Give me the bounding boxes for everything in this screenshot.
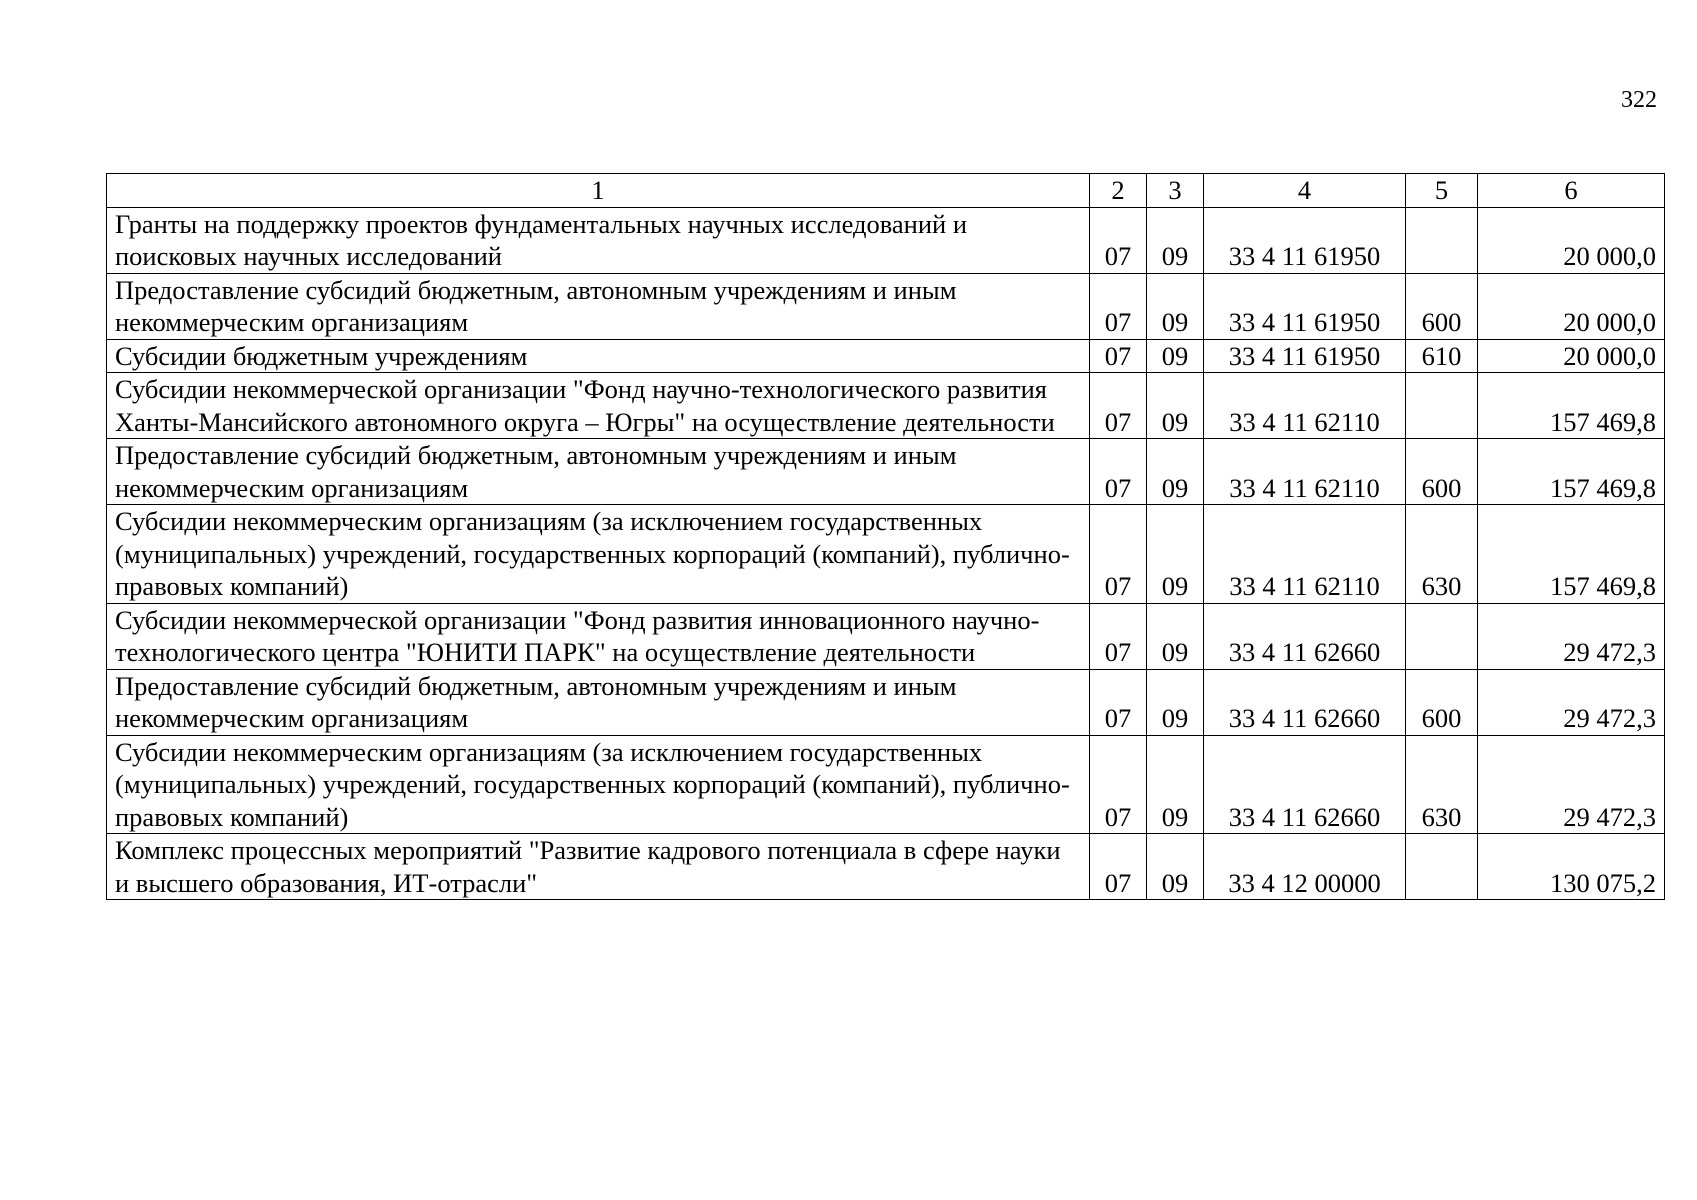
row-expense-type: 610: [1406, 339, 1478, 373]
row-name: Предоставление субсидий бюджетным, автономным учреждениям и иным некоммерческим организациям: [107, 273, 1090, 339]
row-section: 07: [1090, 505, 1147, 604]
row-section: 07: [1090, 339, 1147, 373]
row-amount: 29 472,3: [1478, 735, 1665, 834]
table-row: [107, 339, 1665, 373]
row-name: Комплекс процессных мероприятий "Развитие кадрового потенциала в сфере науки и высшего образования, ИТ-отрасли": [107, 834, 1090, 900]
row-section: 07: [1090, 273, 1147, 339]
row-amount: 130 075,2: [1478, 834, 1665, 900]
row-expense-type: 630: [1406, 735, 1478, 834]
row-amount: 20 000,0: [1478, 207, 1665, 273]
table-row: [107, 669, 1665, 735]
row-expense-type: 600: [1406, 669, 1478, 735]
row-subsection: 09: [1147, 207, 1204, 273]
row-amount: 157 469,8: [1478, 505, 1665, 604]
row-target-code: 33 4 11 62660: [1204, 603, 1406, 669]
row-expense-type: 630: [1406, 505, 1478, 604]
row-name: Субсидии некоммерческой организации "Фонд научно-технологического развития Ханты-Мансийского автономного округа – Югры" на осуществление деятельности: [107, 373, 1090, 439]
row-expense-type: 600: [1406, 439, 1478, 505]
row-subsection: 09: [1147, 834, 1204, 900]
row-name: Субсидии некоммерческим организациям (за исключением государственных (муниципальных) учреждений, государственных корпораций (компаний), публично-правовых компаний): [107, 735, 1090, 834]
row-name: Субсидии некоммерческой организации "Фонд развития инновационного научно-технологического центра "ЮНИТИ ПАРК" на осуществление деятельности: [107, 603, 1090, 669]
row-section: 07: [1090, 669, 1147, 735]
row-name: Предоставление субсидий бюджетным, автономным учреждениям и иным некоммерческим организациям: [107, 439, 1090, 505]
page-number: 322: [1621, 87, 1657, 113]
row-subsection: 09: [1147, 735, 1204, 834]
row-amount: 20 000,0: [1478, 273, 1665, 339]
row-target-code: 33 4 12 00000: [1204, 834, 1406, 900]
row-section: 07: [1090, 735, 1147, 834]
row-subsection: 09: [1147, 273, 1204, 339]
row-name: Предоставление субсидий бюджетным, автономным учреждениям и иным некоммерческим организациям: [107, 669, 1090, 735]
row-section: 07: [1090, 603, 1147, 669]
table-row: [107, 207, 1665, 273]
row-expense-type: [1406, 834, 1478, 900]
row-subsection: 09: [1147, 339, 1204, 373]
row-expense-type: [1406, 373, 1478, 439]
row-name: Гранты на поддержку проектов фундаментальных научных исследований и поисковых научных исследований: [107, 207, 1090, 273]
row-target-code: 33 4 11 62110: [1204, 373, 1406, 439]
table-row: [107, 373, 1665, 439]
column-header: 6: [1478, 174, 1665, 208]
row-target-code: 33 4 11 61950: [1204, 207, 1406, 273]
table-row: [107, 603, 1665, 669]
row-expense-type: [1406, 207, 1478, 273]
row-amount: 20 000,0: [1478, 339, 1665, 373]
row-amount: 157 469,8: [1478, 439, 1665, 505]
row-subsection: 09: [1147, 505, 1204, 604]
row-target-code: 33 4 11 62660: [1204, 735, 1406, 834]
row-section: 07: [1090, 834, 1147, 900]
row-subsection: 09: [1147, 603, 1204, 669]
row-target-code: 33 4 11 62660: [1204, 669, 1406, 735]
row-amount: 29 472,3: [1478, 603, 1665, 669]
table-row: [107, 439, 1665, 505]
header-row: [107, 174, 1665, 208]
row-target-code: 33 4 11 62110: [1204, 505, 1406, 604]
row-section: 07: [1090, 207, 1147, 273]
column-header: 2: [1090, 174, 1147, 208]
row-amount: 29 472,3: [1478, 669, 1665, 735]
table-row: [107, 505, 1665, 604]
row-subsection: 09: [1147, 669, 1204, 735]
row-subsection: 09: [1147, 439, 1204, 505]
budget-table: [106, 173, 1665, 900]
column-header: 4: [1204, 174, 1406, 208]
row-name: Субсидии бюджетным учреждениям: [107, 339, 1090, 373]
row-expense-type: 600: [1406, 273, 1478, 339]
row-amount: 157 469,8: [1478, 373, 1665, 439]
table-row: [107, 735, 1665, 834]
table-row: [107, 273, 1665, 339]
row-target-code: 33 4 11 61950: [1204, 273, 1406, 339]
row-target-code: 33 4 11 61950: [1204, 339, 1406, 373]
row-target-code: 33 4 11 62110: [1204, 439, 1406, 505]
column-header: 5: [1406, 174, 1478, 208]
row-name: Субсидии некоммерческим организациям (за исключением государственных (муниципальных) учреждений, государственных корпораций (компаний), публично-правовых компаний): [107, 505, 1090, 604]
column-header: 3: [1147, 174, 1204, 208]
table-row: [107, 834, 1665, 900]
row-expense-type: [1406, 603, 1478, 669]
row-section: 07: [1090, 373, 1147, 439]
row-section: 07: [1090, 439, 1147, 505]
row-subsection: 09: [1147, 373, 1204, 439]
column-header: 1: [107, 174, 1090, 208]
